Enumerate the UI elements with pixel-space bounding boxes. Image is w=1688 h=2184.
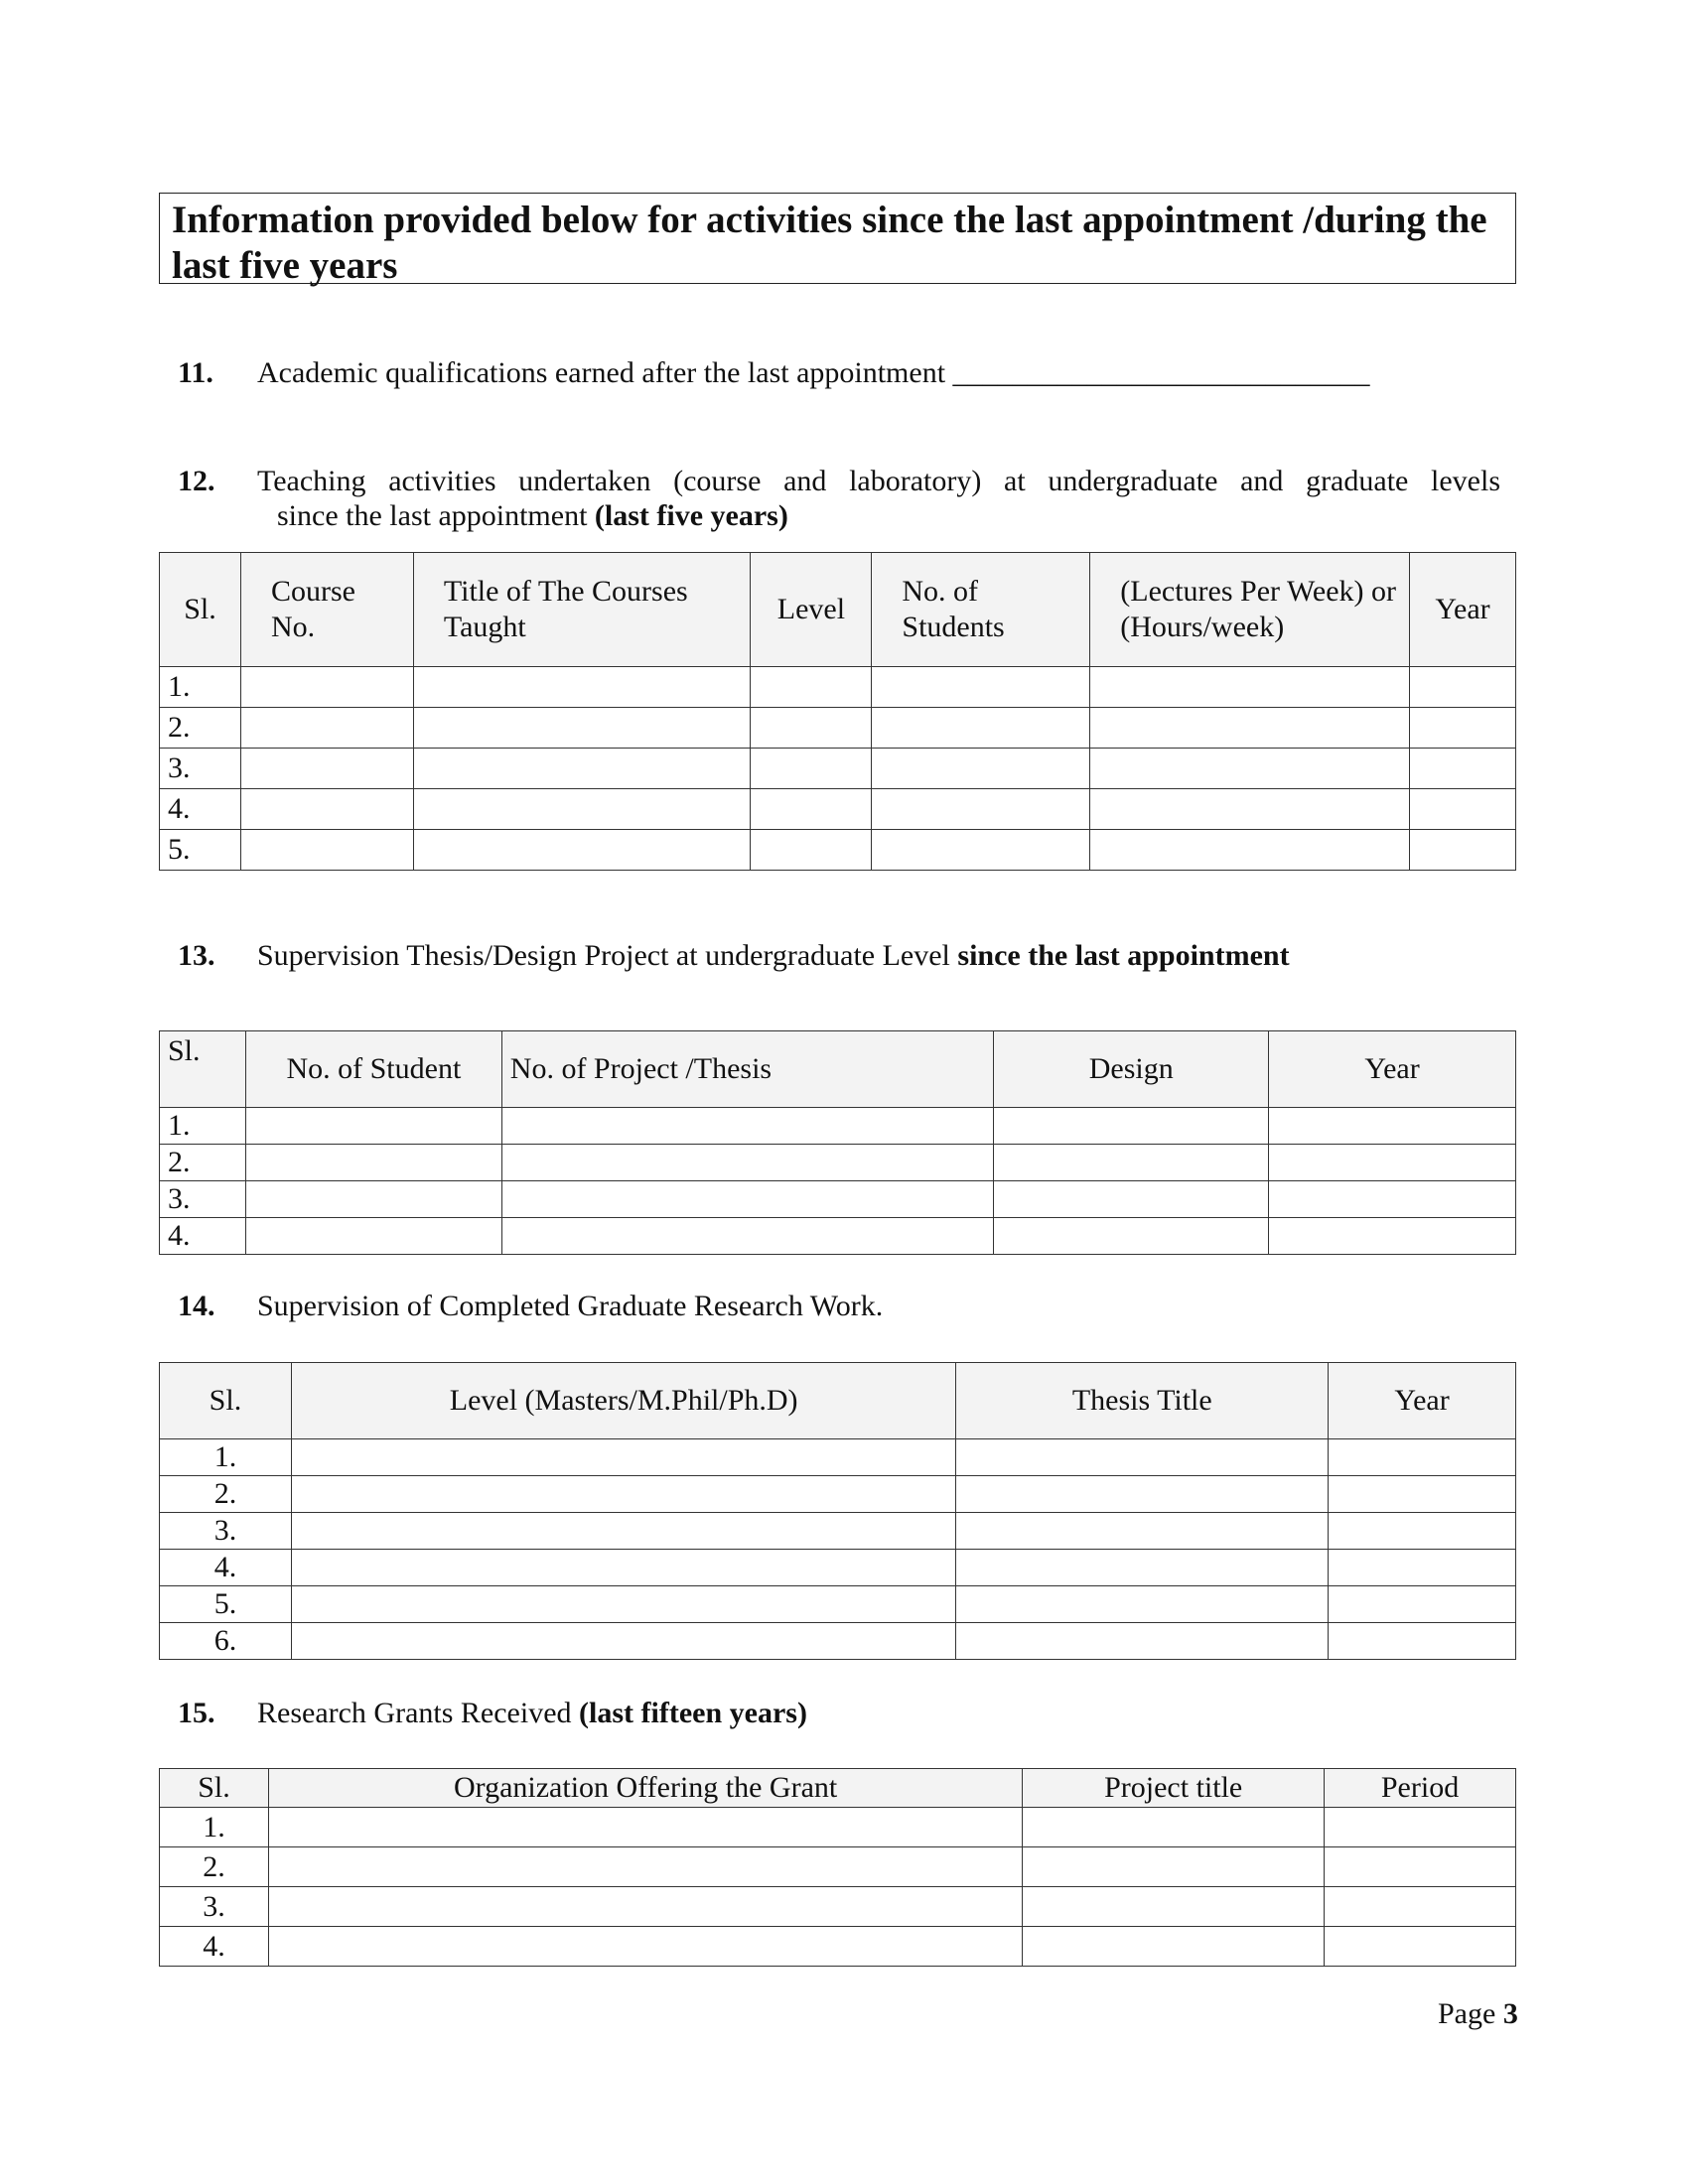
row-number: 3. [160, 749, 241, 789]
header-cell: No. of Student [245, 1031, 501, 1108]
table-cell[interactable] [291, 1586, 956, 1623]
question-number: 14. [178, 1290, 215, 1322]
table-cell[interactable] [240, 667, 413, 708]
header-cell: Period [1325, 1769, 1516, 1808]
table-cell[interactable] [751, 830, 872, 871]
table-cell[interactable] [291, 1513, 956, 1550]
header-cell: Level [751, 553, 872, 667]
table-cell[interactable] [956, 1439, 1329, 1476]
header-cell: Project title [1023, 1769, 1325, 1808]
table-cell[interactable] [956, 1623, 1329, 1660]
table-cell[interactable] [994, 1145, 1269, 1181]
table-cell[interactable] [1329, 1550, 1516, 1586]
table-cell[interactable] [994, 1181, 1269, 1218]
supervision-ug-table [159, 1030, 1516, 1255]
table-cell[interactable] [1410, 830, 1516, 871]
header-cell: Title of The Courses Taught [413, 553, 751, 667]
table-row [160, 1181, 1516, 1218]
table-cell[interactable] [268, 1847, 1022, 1887]
table-cell[interactable] [1410, 789, 1516, 830]
answer-blank[interactable]: ____________________________ [952, 356, 1370, 389]
question-text: Teaching activities undertaken (course and laboratory) at undergraduate and graduate levels [257, 465, 1500, 497]
header-cell: No. of Students [872, 553, 1090, 667]
row-number: 4. [160, 1550, 292, 1586]
table-row [160, 1108, 1516, 1145]
table-cell[interactable] [751, 749, 872, 789]
table-cell[interactable] [872, 789, 1090, 830]
table-row [160, 708, 1516, 749]
table-cell[interactable] [1269, 1181, 1516, 1218]
table-cell[interactable] [1269, 1218, 1516, 1255]
table-cell[interactable] [501, 1181, 994, 1218]
table-row [160, 1145, 1516, 1181]
table-row [160, 1550, 1516, 1586]
page-number: Page 3 [1438, 1997, 1518, 2030]
header-cell: Sl. [160, 1769, 269, 1808]
header-cell: Sl. [160, 553, 241, 667]
table-row [160, 1623, 1516, 1660]
table-cell[interactable] [1329, 1439, 1516, 1476]
question-text: Supervision of Completed Graduate Research Work. [257, 1290, 884, 1322]
table-cell[interactable] [413, 830, 751, 871]
table-row [160, 1847, 1516, 1887]
table-cell[interactable] [751, 708, 872, 749]
table-cell[interactable] [501, 1145, 994, 1181]
table-cell[interactable] [872, 749, 1090, 789]
table-header [160, 553, 1516, 667]
row-number: 1. [160, 667, 241, 708]
table-cell[interactable] [291, 1550, 956, 1586]
table-row [160, 1586, 1516, 1623]
table-row [160, 789, 1516, 830]
question-text: Research Grants Received [257, 1697, 572, 1729]
row-number: 4. [160, 1218, 246, 1255]
table-cell[interactable] [1329, 1623, 1516, 1660]
section-banner: Information provided below for activities since the last appointment /during the last five years [159, 193, 1516, 284]
table-cell[interactable] [1325, 1808, 1516, 1847]
table-cell[interactable] [1410, 667, 1516, 708]
graduate-research-table [159, 1362, 1516, 1660]
header-cell: Year [1410, 553, 1516, 667]
table-row [160, 830, 1516, 871]
emphasis: (last fifteen years) [579, 1697, 807, 1729]
table-cell[interactable] [268, 1927, 1022, 1967]
table-cell[interactable] [1269, 1108, 1516, 1145]
table-cell[interactable] [245, 1145, 501, 1181]
table-cell[interactable] [1269, 1145, 1516, 1181]
table-cell[interactable] [956, 1550, 1329, 1586]
question-number: 11. [178, 356, 213, 389]
table-cell[interactable] [291, 1476, 956, 1513]
table-cell[interactable] [1325, 1927, 1516, 1967]
row-number: 2. [160, 708, 241, 749]
table-cell[interactable] [1325, 1887, 1516, 1927]
table-cell[interactable] [751, 789, 872, 830]
header-cell: Year [1269, 1031, 1516, 1108]
header-cell: Level (Masters/M.Phil/Ph.D) [291, 1363, 956, 1439]
row-number: 6. [160, 1623, 292, 1660]
table-cell[interactable] [240, 708, 413, 749]
table-cell[interactable] [1329, 1476, 1516, 1513]
header-cell: Design [994, 1031, 1269, 1108]
table-cell[interactable] [501, 1108, 994, 1145]
question-number: 13. [178, 939, 215, 972]
table-cell[interactable] [413, 708, 751, 749]
table-header [160, 1031, 1516, 1108]
header-cell: Year [1329, 1363, 1516, 1439]
emphasis: (last five years) [594, 499, 788, 532]
row-number: 4. [160, 1927, 269, 1967]
question-number: 12. [178, 465, 215, 497]
table-cell[interactable] [413, 749, 751, 789]
row-number: 2. [160, 1476, 292, 1513]
header-cell: No. of Project /Thesis [501, 1031, 994, 1108]
table-cell[interactable] [240, 789, 413, 830]
table-header [160, 1363, 1516, 1439]
emphasis: since the last appointment [957, 939, 1290, 972]
row-number: 2. [160, 1145, 246, 1181]
table-cell[interactable] [1090, 667, 1410, 708]
table-row [160, 667, 1516, 708]
table-cell[interactable] [1023, 1808, 1325, 1847]
table-row [160, 749, 1516, 789]
table-cell[interactable] [1090, 749, 1410, 789]
table-cell[interactable] [291, 1439, 956, 1476]
row-number: 3. [160, 1513, 292, 1550]
research-grants-table [159, 1768, 1516, 1967]
table-cell[interactable] [956, 1513, 1329, 1550]
row-number: 2. [160, 1847, 269, 1887]
teaching-table [159, 552, 1516, 871]
table-row [160, 1808, 1516, 1847]
row-number: 4. [160, 789, 241, 830]
table-cell[interactable] [1410, 749, 1516, 789]
table-cell[interactable] [1023, 1847, 1325, 1887]
row-number: 1. [160, 1808, 269, 1847]
table-cell[interactable] [413, 667, 751, 708]
row-number: 1. [160, 1439, 292, 1476]
table-cell[interactable] [291, 1623, 956, 1660]
table-cell[interactable] [501, 1218, 994, 1255]
table-cell[interactable] [1023, 1927, 1325, 1967]
table-row [160, 1513, 1516, 1550]
table-cell[interactable] [1090, 830, 1410, 871]
row-number: 5. [160, 830, 241, 871]
table-cell[interactable] [872, 667, 1090, 708]
table-cell[interactable] [245, 1181, 501, 1218]
table-row [160, 1887, 1516, 1927]
table-row [160, 1439, 1516, 1476]
header-cell: Sl. [160, 1363, 292, 1439]
row-number: 3. [160, 1887, 269, 1927]
table-cell[interactable] [751, 667, 872, 708]
table-cell[interactable] [1329, 1513, 1516, 1550]
table-cell[interactable] [245, 1108, 501, 1145]
header-cell: (Lectures Per Week) or (Hours/week) [1090, 553, 1410, 667]
question-text: Academic qualifications earned after the last appointment [257, 356, 946, 389]
table-cell[interactable] [268, 1887, 1022, 1927]
header-cell: Course No. [240, 553, 413, 667]
question-12-line2: since the last appointment (last five years) [277, 499, 788, 532]
table-cell[interactable] [1023, 1887, 1325, 1927]
question-text: Supervision Thesis/Design Project at undergraduate Level [257, 939, 950, 972]
table-cell[interactable] [1329, 1586, 1516, 1623]
table-row [160, 1476, 1516, 1513]
table-cell[interactable] [240, 830, 413, 871]
row-number: 5. [160, 1586, 292, 1623]
header-cell: Sl. [160, 1031, 246, 1108]
row-number: 1. [160, 1108, 246, 1145]
table-cell[interactable] [413, 789, 751, 830]
table-row [160, 1927, 1516, 1967]
table-cell[interactable] [994, 1108, 1269, 1145]
table-cell[interactable] [1410, 708, 1516, 749]
table-cell[interactable] [994, 1218, 1269, 1255]
table-cell[interactable] [1325, 1847, 1516, 1887]
header-cell: Organization Offering the Grant [268, 1769, 1022, 1808]
header-cell: Thesis Title [956, 1363, 1329, 1439]
row-number: 3. [160, 1181, 246, 1218]
table-cell[interactable] [268, 1808, 1022, 1847]
table-cell[interactable] [956, 1586, 1329, 1623]
table-cell[interactable] [872, 708, 1090, 749]
table-cell[interactable] [956, 1476, 1329, 1513]
question-number: 15. [178, 1697, 215, 1729]
table-row [160, 1218, 1516, 1255]
table-cell[interactable] [1090, 708, 1410, 749]
table-cell[interactable] [872, 830, 1090, 871]
table-cell[interactable] [240, 749, 413, 789]
table-header [160, 1769, 1516, 1808]
table-cell[interactable] [245, 1218, 501, 1255]
table-cell[interactable] [1090, 789, 1410, 830]
